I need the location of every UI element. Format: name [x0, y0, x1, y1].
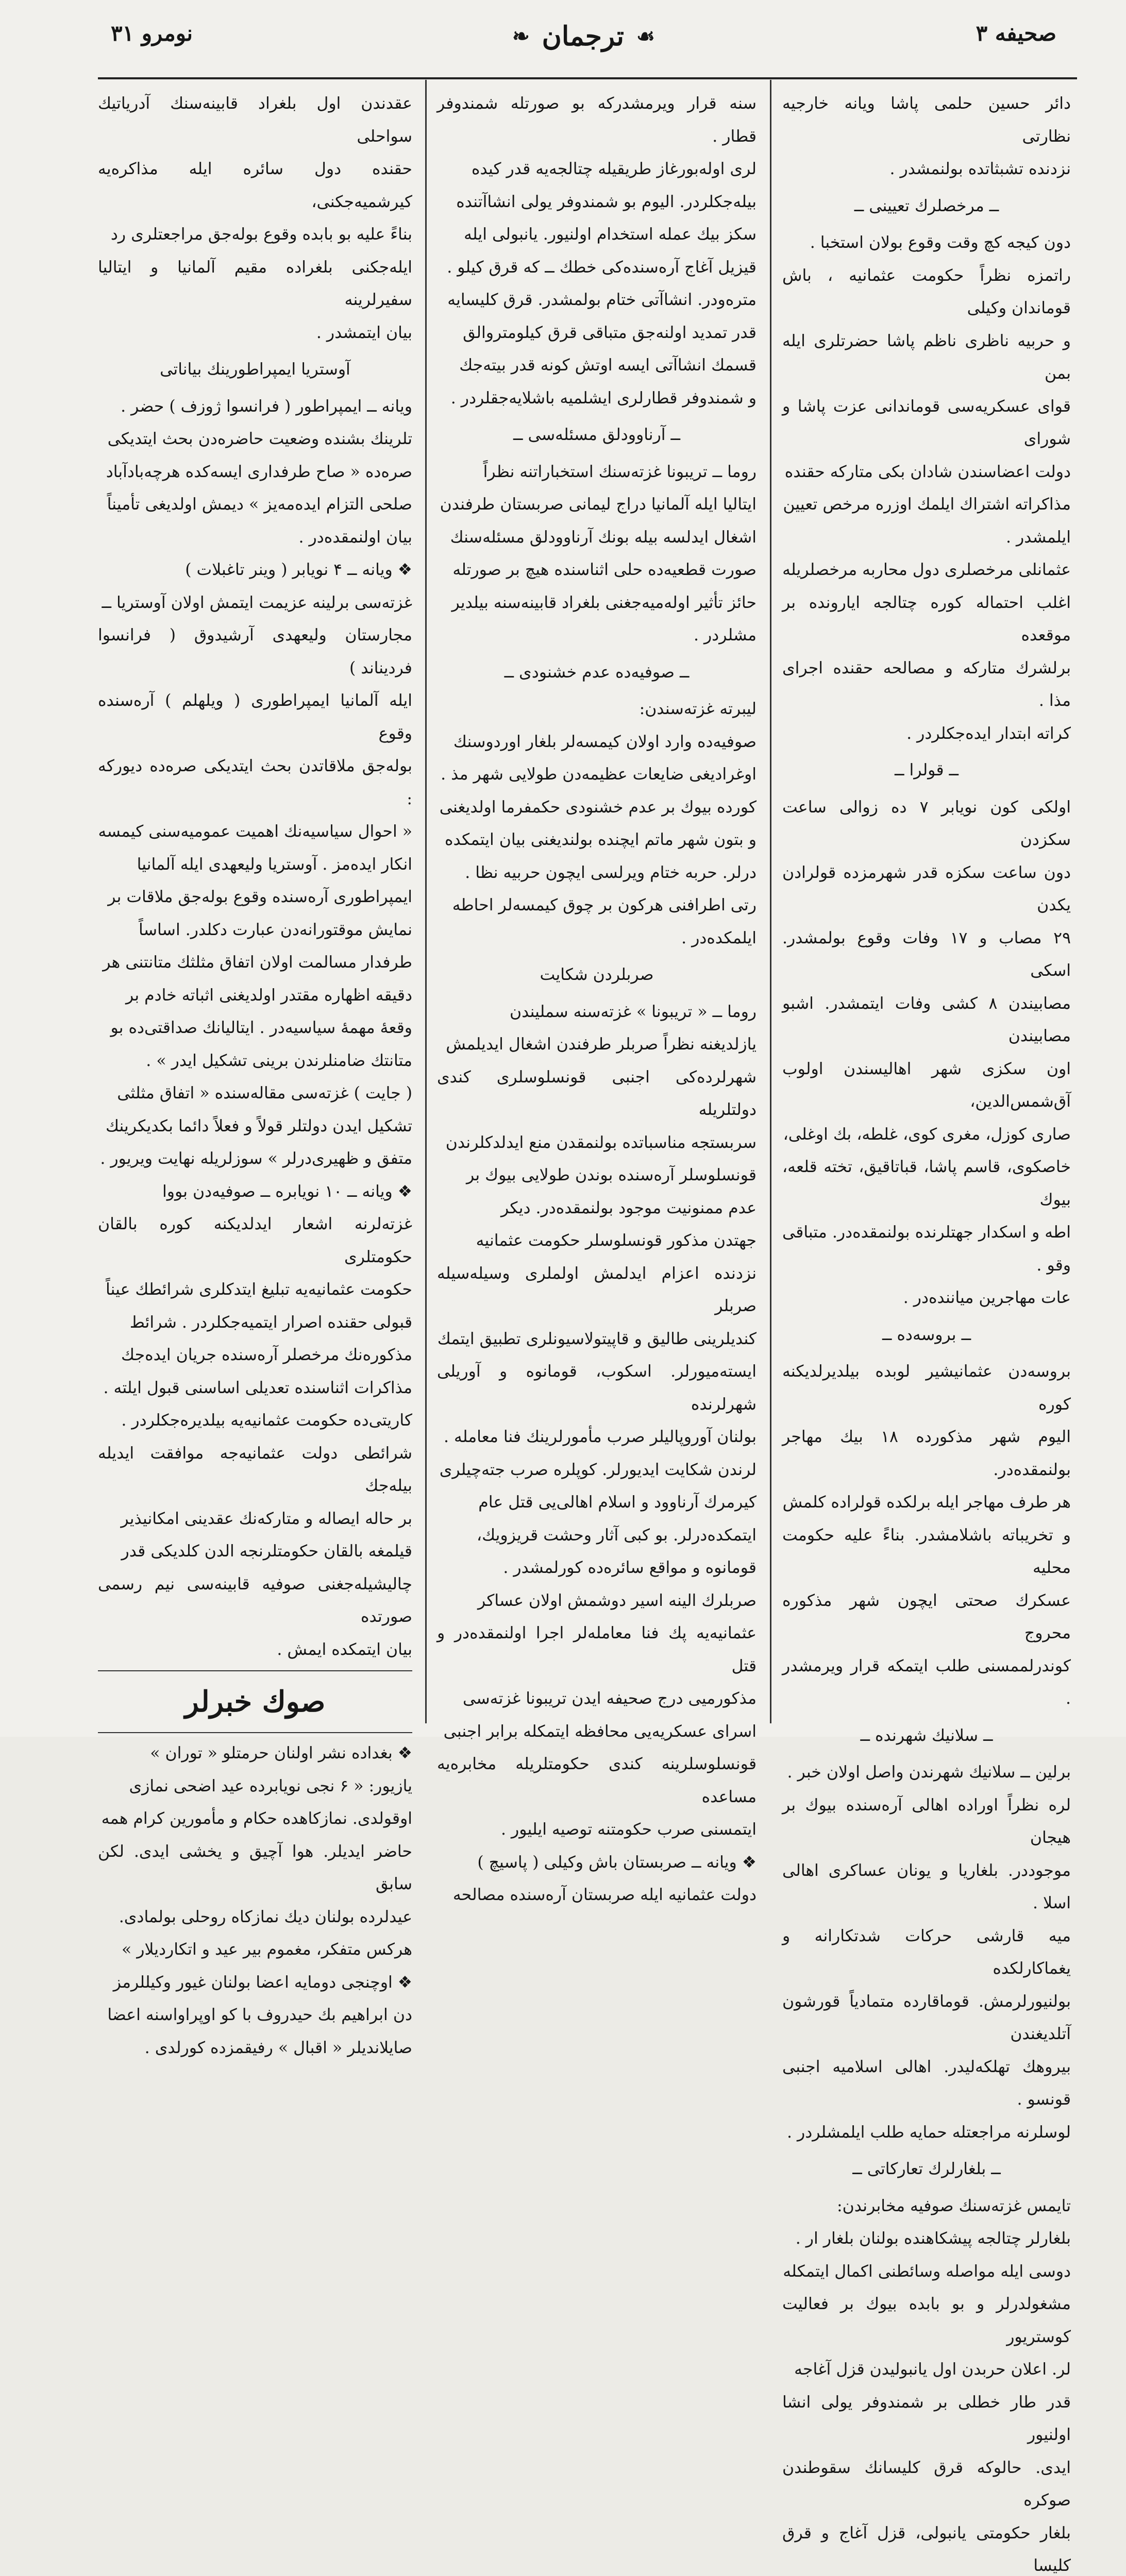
- text-line: عقدندن اول بلغراد قابینه‌سنك آدریاتیك سواحلی: [98, 88, 412, 153]
- text-line: دولت اعضاسندن شادان بکی متارکه حقنده: [782, 456, 1071, 489]
- text-line: کورده بیوك بر عدم خشنودی حکمفرما اولدیغنی: [437, 791, 757, 824]
- text-line: دن ابراهیم بك حیدروف با کو اوپراواسنه اعضا: [98, 1999, 412, 2032]
- text-line: ایدی. حالوکه قرق کلیسانك سقوطندن صوکره: [782, 2452, 1071, 2517]
- text-line: بیان اولنمقده‌در .: [98, 521, 412, 554]
- text-line: اغلب احتماله کوره چتالجه ایارونده بر موقعده: [782, 587, 1071, 652]
- text-line: ایلمکده‌در .: [437, 922, 757, 955]
- section-rule: [98, 1732, 412, 1733]
- text-line: صره‌ده « صاح طرفداری ایسه‌کده هرچه‌باد‌آباد: [98, 456, 412, 489]
- text-line: بناءً علیه بو بابده وقوع بوله‌جق مراجعتلری رد: [98, 218, 412, 251]
- text-line: ایسته‌میورلر. اسکوب، قومانوه و آوریلی شهرلرنده: [437, 1355, 757, 1421]
- text-line: شرائطی دولت عثمانیه‌جه موافقت ایدیله بیله‌جك: [98, 1437, 412, 1503]
- text-line: دائر حسین حلمی پاشا ویانه خارجیه نظارتی: [782, 88, 1071, 153]
- text-line: مذکورمیی درج صحیفه ایدن تریبونا غزته‌سی: [437, 1683, 757, 1716]
- text-line: متفق و ظهیری‌درلر » سوزلریله نهایت ویریور .: [98, 1143, 412, 1176]
- text-line: قسمك انشاآتی ایسه اوتش کونه قدر بیته‌جك: [437, 349, 757, 382]
- text-line: بوله‌جق ملاقاتدن بحث ایتدیکی صره‌ده دیورکه :: [98, 750, 412, 816]
- text-line: ❖ ویانه ــ صربستان باش وکیلی ( پاسیچ ): [437, 1846, 757, 1879]
- text-line: بولنیورلرمش. قوماقارده متمادیاً قورشون آتلدیغندن: [782, 1986, 1071, 2051]
- text-line: قونسلوسلر آره‌سنده بوندن طولایی بیوك بر: [437, 1159, 757, 1192]
- column-divider-left: [425, 80, 427, 1723]
- text-line: دون ساعت سکزه قدر شهرمزده قولرادن یکدن: [782, 857, 1071, 922]
- text-line: ❖ اوچنجی دومایه اعضا بولنان غیور وکیللرمز: [98, 1967, 412, 1999]
- text-line: جهتدن مذکور قونسلوسلر حکومت عثمانیه: [437, 1225, 757, 1258]
- text-line: قدر تمدید اولنه‌جق متباقی قرق کیلومتروالق: [437, 317, 757, 350]
- text-line: صربلردن شکایت: [437, 959, 757, 992]
- text-line: صوفیه‌ده وارد اولان کیمسه‌لر بلغار اوردوسنك: [437, 726, 757, 759]
- text-line: اسرای عسکریه‌یی محافظه ایتمکله برابر اجنبی: [437, 1716, 757, 1749]
- text-line: عثمانلی مرخصلری دول محاربه مرخصلریله: [782, 554, 1071, 587]
- text-line: لری اوله‌بورغاز طریقیله چتالجه‌یه قدر کیده: [437, 153, 757, 186]
- text-line: راتمزه نظراً حکومت عثمانیه ، باش قوماندان وکیلی: [782, 260, 1071, 325]
- text-line: ــ مرخصلرك تعیینی ــ: [782, 190, 1071, 223]
- text-line: الیوم شهر مذکورده ۱۸ بیك مهاجر بولنمقده‌در.: [782, 1421, 1071, 1486]
- text-line: دون کیجه کچ وقت وقوع بولان استخبا .: [782, 227, 1071, 260]
- text-line: و حربیه ناظری ناظم پاشا حضرتلری ایله بمن: [782, 325, 1071, 391]
- text-line: کاریتی‌ده حکومت عثمانیه‌یه بیلدیره‌جکلردر .: [98, 1404, 412, 1437]
- text-line: بروسه‌دن عثمانیشیر لوبده بیلدیرلدیکنه کوره: [782, 1355, 1071, 1421]
- text-line: تشکیل ایدن دولتلر قولاً و فعلاً دائما بکدیکرینك: [98, 1110, 412, 1143]
- text-line: یازلدیغنه نظراً صربلر طرفندن اشغال ایدیلمش: [437, 1028, 757, 1061]
- latest-news-title: صوك خبرلر: [98, 1679, 412, 1725]
- text-line: عات مهاجرین میاننده‌در .: [782, 1282, 1071, 1315]
- text-line: اوغرادیغی ضایعات عظیمه‌دن طولایی شهر مذ .: [437, 758, 757, 791]
- text-line: میه قارشی حرکات شدتکارانه و یغماکارلکده: [782, 1920, 1071, 1986]
- text-line: ( جایت ) غزته‌سی مقاله‌سنده « اتفاق مثلثی: [98, 1077, 412, 1110]
- text-line: ــ آرناوودلق مسئله‌سی ــ: [437, 419, 757, 452]
- page-number: صحیفه ۳: [976, 21, 1056, 46]
- text-line: مذکوره‌نك مرخصلر آره‌سنده جریان ایده‌جك: [98, 1339, 412, 1372]
- text-line: تلرینك بشنده وضعیت حاضره‌دن بحث ایتدیکی: [98, 423, 412, 456]
- text-line: خاصکوی، قاسم پاشا، قباتاقیق، تخته قلعه، بیوك: [782, 1151, 1071, 1216]
- text-line: بیان ایتمکده ایمش .: [98, 1634, 412, 1667]
- ornament-right-icon: ❧: [512, 24, 530, 48]
- text-line: رتی اطرافنی هرکون بر چوق کیمسه‌لر احاطه: [437, 889, 757, 922]
- text-line: صاری کوزل، مغری کوی، غلطه، بك اوغلی،: [782, 1118, 1071, 1151]
- text-line: مشغولدرلر و بو بابده بیوك بر فعالیت کوستریور: [782, 2288, 1071, 2353]
- text-line: سنه قرار ویرمشدرکه بو صورتله شمندوفر قطار .: [437, 88, 757, 153]
- issue-number: نومرو ۳۱: [111, 21, 193, 46]
- text-line: ❖ بغداده نشر اولنان حرمتلو « توران »: [98, 1737, 412, 1770]
- text-line: مجارستان ولیعهدی آرشیدوق ( فرانسوا فردیناند ): [98, 619, 412, 685]
- text-line: یازیور: « ۶ نجی نویابرده عید اضحی نمازی: [98, 1770, 412, 1803]
- text-line: قومانوه و مواقع سائره‌ده کورلمشدر .: [437, 1552, 757, 1585]
- text-line: و شمندوفر قطارلری ایشلمیه باشلایه‌جقلردر .: [437, 382, 757, 415]
- section-heading-austria: آوستریا ایمپراطورینك بیاناتی: [98, 353, 412, 386]
- text-line: مشلردر .: [437, 619, 757, 652]
- text-line: لره نظراً اوراده اهالی آره‌سنده بیوك بر هیجان: [782, 1789, 1071, 1855]
- text-line: چالیشیله‌جغنی صوفیه قابینه‌سی نیم رسمی صورتده: [98, 1568, 412, 1634]
- text-line: بیله‌جکلردر. الیوم بو شمندوفر یولی انشاآتنده: [437, 186, 757, 219]
- text-line: صربلرك الینه اسیر دوشمش اولان عساکر: [437, 1585, 757, 1618]
- text-line: ایتمکده‌درلر. بو کبی آثار وحشت قریزویك،: [437, 1519, 757, 1552]
- text-line: حاضر ایدیلر. هوا آچیق و یخشی ایدی. لکن سابق: [98, 1836, 412, 1901]
- text-line: قبولی حقنده اصرار ایتمیه‌جکلردر . شرائط: [98, 1307, 412, 1340]
- text-line: ایمپراطوری آره‌سنده وقوع بوله‌جق ملاقات بر: [98, 881, 412, 914]
- masthead-title: ترجمان: [542, 21, 624, 52]
- text-line: برلین ــ سلانیك شهرندن واصل اولان خبر .: [782, 1756, 1071, 1789]
- column-divider-right: [770, 80, 771, 1723]
- text-line: مصابیندن ۸ کشی وفات ایتمشدر. اشبو مصابیندن: [782, 988, 1071, 1053]
- text-line: اون سکزی شهر اهالیسندن اولوب آق‌شمس‌الدین،: [782, 1053, 1071, 1118]
- text-line: هرکس متفکر، مغموم بیر عید و اتکاردیلار »: [98, 1934, 412, 1967]
- masthead: [512, 21, 655, 52]
- text-line: ❖ ویانه ــ ۴ نویابر ( وینر تاغبلات ): [98, 554, 412, 587]
- page-header: [90, 15, 1077, 77]
- text-line: ایلمشدر .: [782, 521, 1071, 554]
- text-line: کیرمرك آرناوود و اسلام اهالی‌یی قتل عام: [437, 1486, 757, 1519]
- header-rule: [98, 77, 1077, 79]
- text-line: بیروهك تهلکه‌لیدر. اهالی اسلامیه اجنبی قونسو .: [782, 2051, 1071, 2116]
- text-line: و تخریباته باشلامشدر. بناءً علیه حکومت محلیه: [782, 1519, 1071, 1585]
- text-line: اطه و اسکدار جهتلرنده بولنمقده‌در. متباقی وقو .: [782, 1216, 1071, 1282]
- text-line: سکز بیك عمله استخدام اولنیور. یانبولی ایله: [437, 218, 757, 251]
- text-line: ایتمسنی صرب حکومتنه توصیه ایلیور .: [437, 1814, 757, 1846]
- text-line: صورت قطعیه‌ده حلی اثناسنده هیچ بر صورتله: [437, 554, 757, 587]
- text-line: سربستجه مناسباتده بولنمقدن منع ایدلدکلرندن: [437, 1127, 757, 1160]
- text-line: حقنده دول سائره ایله مذاکره‌یه کیرشمیه‌جکنی،: [98, 153, 412, 218]
- text-line: وقعهٔ مهمهٔ سیاسیه‌در . ایتالیانك صداقتی‌ده بو: [98, 1012, 412, 1045]
- text-line: قونسلوسلرینه کندی حکومتلریله مخابره‌یه مساعده: [437, 1748, 757, 1814]
- text-line: نزدنده اعزام ایدلمش اولملری وسیله‌سیله صربلر: [437, 1258, 757, 1323]
- ornament-left-icon: ☙: [636, 24, 655, 48]
- text-line: متره‌ودر. انشاآتی ختام بولمشدر. قرق کلیسایه: [437, 284, 757, 317]
- text-line: لوسلرنه مراجعتله حمایه طلب ایلمشلردر .: [782, 2116, 1071, 2149]
- text-line: دقیقه اظهاره مقتدر اولدیغنی اثباته خادم بر: [98, 979, 412, 1012]
- text-line: حکومت عثمانیه‌یه تبلیغ ایتدکلری شرائطك عیناً: [98, 1274, 412, 1307]
- text-line: و بتون شهر ماتم ایچنده بولندیغنی بیان ایتمکده: [437, 824, 757, 857]
- text-line: طرفدار مسالمت اولان اتفاق مثلثك متانتنی هر: [98, 946, 412, 979]
- text-line: قوای عسکریه‌سی قوماندانی عزت پاشا و شورای: [782, 391, 1071, 456]
- text-line: دوسی ایله مواصله وسائطنی اکمال ایتمکله: [782, 2256, 1071, 2289]
- text-line: کراته ابتدار ایده‌جکلردر .: [782, 718, 1071, 751]
- text-line: بر حاله ایصاله و متارکه‌نك عقدینی امکانیذیر: [98, 1503, 412, 1536]
- text-line: درلر. حربه ختام ویرلسی ایچون حربیه نظا .: [437, 857, 757, 890]
- text-line: ــ بروسه‌ده ــ: [782, 1319, 1071, 1352]
- text-line: ــ صوفیه‌ده عدم خشنودی ــ: [437, 656, 757, 689]
- text-line: مذاکراته اشتراك ایلمك اوزره مرخص تعیین: [782, 488, 1071, 521]
- text-line: اوقولدی. نمازکاهده حکام و مأمورین کرام همه: [98, 1803, 412, 1836]
- text-line: شهرلرده‌کی اجنبی قونسلوسلری کندی دولتلریله: [437, 1061, 757, 1127]
- text-line: ــ قولرا ــ: [782, 754, 1071, 787]
- column-middle: [437, 88, 757, 1731]
- text-line: قیزیل آغاج آره‌سنده‌کی خطك ــ که قرق کیلو .: [437, 251, 757, 284]
- text-line: حائز تأثیر اوله‌میه‌جغنی بلغراد قابینه‌سنه بیلدیر: [437, 587, 757, 620]
- text-line: نزدنده تشبثاتده بولنمشدر .: [782, 153, 1071, 186]
- text-line: عیدلرده بولنان دیك نمازکاه روحلی بولمادی.: [98, 1901, 412, 1934]
- text-line: ❖ ویانه ــ ۱۰ نویابره ــ صوفیه‌دن بووا: [98, 1176, 412, 1209]
- text-line: « احوال سیاسیه‌نك اهمیت عمومیه‌سنی کیمسه: [98, 816, 412, 849]
- text-line: ویانه ــ ایمپراطور ( فرانسوا ژوزف ) حضر .: [98, 391, 412, 423]
- text-line: لر. اعلان حربدن اول یانبولیدن قزل آغاجه: [782, 2353, 1071, 2386]
- text-line: کوندرلممسنی طلب ایتمکه قرار ویرمشدر .: [782, 1650, 1071, 1716]
- text-line: متانتك ضامنلرندن برینی تشکیل ایدر » .: [98, 1045, 412, 1078]
- text-line: عدم ممنونیت موجود بولنمقده‌در. دیکر: [437, 1192, 757, 1225]
- text-line: صایلاندیلر « اقبال » رفیقمزده کورلدی .: [98, 2032, 412, 2065]
- text-line: موجوددر. بلغاریا و یونان عساکری اهالی اسلا .: [782, 1855, 1071, 1920]
- text-line: تایمس غزته‌سنك صوفیه مخابرندن:: [782, 2190, 1071, 2223]
- text-line: عثمانیه‌یه پك فنا معامله‌لر اجرا اولنمقده‌در و قتل: [437, 1617, 757, 1683]
- text-line: عسکرك صحتی ایچون شهر مذکوره محروج: [782, 1585, 1071, 1650]
- text-line: لرندن شکایت ایدیورلر. کوپلره صرب جته‌چیلری: [437, 1454, 757, 1487]
- text-line: انکار ایده‌مز . آوستریا ولیعهدی ایله آلمانیا: [98, 849, 412, 882]
- text-line: ایله‌جکنی بلغراده مقیم آلمانیا و ایتالیا سفیرلرینه: [98, 251, 412, 317]
- text-line: ایتالیا ایله آلمانیا دراج لیمانی صربستان طرفندن: [437, 488, 757, 521]
- text-line: لیبرته غزته‌سندن:: [437, 693, 757, 726]
- text-line: صلحی التزام ایده‌مه‌یز » دیمش اولدیغی تأمیناً: [98, 488, 412, 521]
- text-line: غزته‌لرنه اشعار ایدلدیکنه کوره بالقان حکومتلری: [98, 1208, 412, 1274]
- text-line: قدر طار خطلی بر شمندوفر یولی انشا اولنیور: [782, 2386, 1071, 2452]
- text-line: کندیلرینی طالیق و قاپیتولاسیونلری تطبیق ایتمك: [437, 1323, 757, 1356]
- text-line: اولکی کون نویابر ۷ ده زوالی ساعت سکزدن: [782, 791, 1071, 857]
- text-line: برلشرك متارکه و مصالحه حقنده اجرای مذا .: [782, 652, 1071, 718]
- text-line: روما ــ تریبونا غزته‌سنك استخباراتنه نظراً: [437, 456, 757, 489]
- text-line: قیلمغه بالقان حکومتلرنجه الدن کلدیکی قدر: [98, 1535, 412, 1568]
- text-line: ــ سلانیك شهرنده ــ: [782, 1720, 1071, 1753]
- section-rule: [98, 1670, 412, 1671]
- text-line: مذاکرات اثناسنده تعدیلی اساسنی قبول ایلته .: [98, 1372, 412, 1405]
- text-line: ۲۹ مصاب و ۱۷ وفات وقوع بولمشدر. اسکی: [782, 922, 1071, 988]
- text-line: ــ بلغارلرك تعارکاتی ــ: [782, 2153, 1071, 2186]
- text-line: بلغار حکومتی یانبولی، قزل آغاج و قرق کلیسا: [782, 2517, 1071, 2576]
- text-line: هر طرف مهاجر ایله برلکده قولراده کلمش: [782, 1486, 1071, 1519]
- column-right: [782, 88, 1071, 1731]
- text-line: بیان ایتمشدر .: [98, 317, 412, 350]
- text-line: دولت عثمانیه ایله صربستان آره‌سنده مصالحه: [437, 1879, 757, 1912]
- text-line: اشغال ایدلسه بیله بونك آرناوودلق مسئله‌سنك: [437, 521, 757, 554]
- text-line: ایله آلمانیا ایمپراطوری ( ویلهلم ) آره‌سنده وقوع: [98, 685, 412, 750]
- text-line: روما ــ « تریبونا » غزته‌سنه سملیندن: [437, 996, 757, 1029]
- text-line: نمایش موقتورانه‌دن عبارت دکلدر. اساساً: [98, 914, 412, 947]
- text-line: بولنان آوروپالیلر صرب مأمورلرینك فنا معامله .: [437, 1421, 757, 1454]
- text-line: غزته‌سی برلینه عزیمت ایتمش اولان آوستریا ــ: [98, 587, 412, 620]
- column-left: [98, 88, 412, 1731]
- text-line: بلغارلر چتالجه پیشکاهنده بولنان بلغار ار .: [782, 2223, 1071, 2256]
